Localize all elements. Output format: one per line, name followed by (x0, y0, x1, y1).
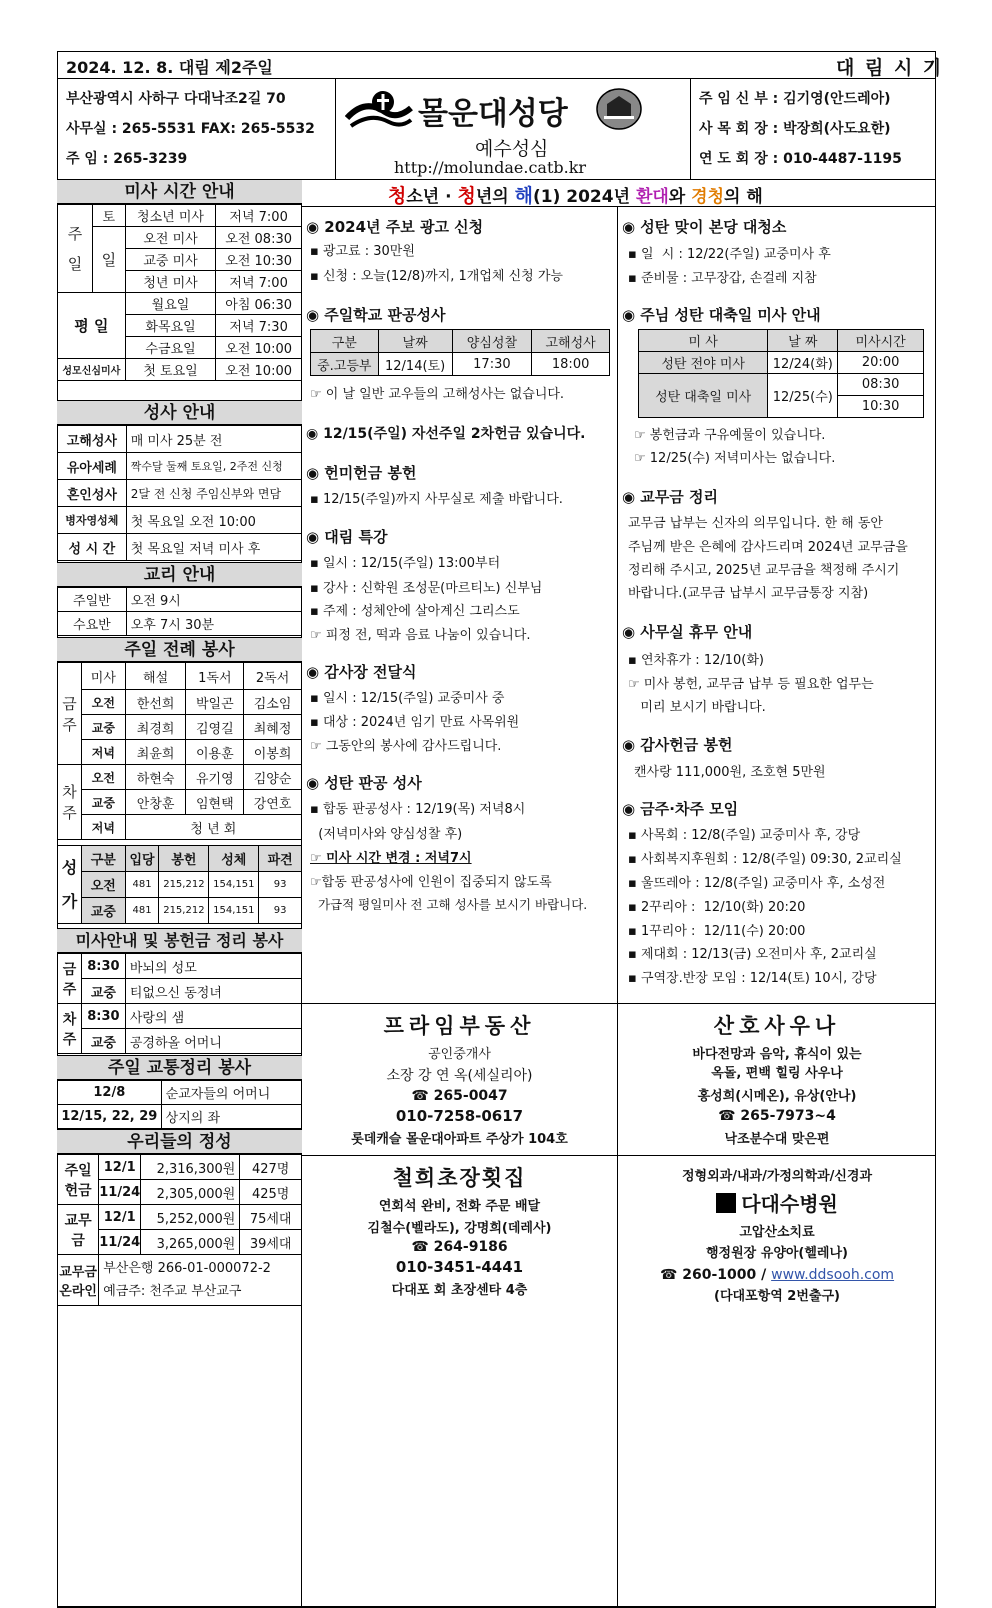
traffic-header: 주일 교통정리 봉사 (57, 1055, 302, 1080)
ad-real-estate: 프라임부동산 공인중개사 소장 강 연 옥(세실리아) ☎ 265-0047 010-7258-0617 롯데캐슬 몰운대아파트 주상가 104호 (351, 1014, 568, 1147)
sacraments-table: 고해성사 매 미사 25분 전 유아세례 짝수달 둘째 토요일, 2주전 신청 혼인성사 2달 전 신청 주임신부와 면담 병자영성체 첫 목요일 오전 10:00 성 시 간 첫 목요일 저녁 미사 후 (57, 425, 302, 561)
choir-table: 성 가 구분 입당 봉헌 성체 파견 오전 481 215,212 154,151 93 교중 481 215,212 154,151 93 (57, 845, 302, 924)
notice-school-title: ◉ 주일학교 판공성사 (306, 306, 446, 324)
youth-label: 연 도 회 장 : (699, 151, 779, 167)
liturgy-table: 금주 미사 해설 1독서 2독서 오전 한선희 박일곤 김소임 교중 최경희 김영길 최혜정 저녁 최윤희 이용훈 이봉희 차주 오전 하현숙 유기영 김양순 교중 안창훈 임현택 강연호 저녁 청 년 회 (57, 662, 302, 840)
catechism-header: 교리 안내 (57, 562, 302, 587)
notice-thanks-offering-title: ◉ 감사헌금 봉헌 (622, 736, 733, 754)
notice-meetings-title: ◉ 금주·차주 모임 (622, 800, 739, 818)
mass-times-header: 미사 시간 안내 (57, 179, 302, 204)
notice-rice-title: ◉ 헌미헌금 봉헌 (306, 464, 417, 482)
church-patron: 예수성심 (475, 138, 549, 160)
notice-christmas-mass-title: ◉ 주님 성탄 대축일 미사 안내 (622, 306, 821, 324)
traffic-table: 12/8 순교자들의 어머니 12/15, 22, 29 상지의 좌 (57, 1080, 302, 1129)
office-phone: 사무실 : 265-5531 FAX: 265-5532 (66, 121, 315, 137)
church-name: 몰운대성당 (418, 96, 568, 132)
church-url[interactable]: http://molundae.catb.kr (394, 158, 587, 177)
liturgy-header: 주일 전례 봉사 (57, 637, 302, 662)
sacraments-header: 성사 안내 (57, 400, 302, 425)
council-label: 사 목 회 장 : (699, 121, 779, 137)
catechism-table: 주일반 오전 9시 수요반 오후 7시 30분 (57, 587, 302, 636)
school-confession-table: 구분 날짜 양심성찰 고해성사 중.고등부 12/14(토) 17:30 18:00 (310, 329, 610, 376)
offerings-header: 우리들의 정성 (57, 1129, 302, 1154)
liturgical-season: 대 림 시 기 (836, 57, 944, 79)
pastor-name: 김기영(안드레아) (783, 91, 891, 107)
notice-christmas-confession-title: ◉ 성탄 판공 성사 (306, 774, 422, 792)
church-address: 부산광역시 사하구 다대낙조2길 70 (66, 91, 286, 107)
council-name: 박장희(사도요한) (783, 121, 891, 137)
rectory-phone: 주 임 : 265-3239 (66, 151, 188, 167)
christmas-mass-table: 미 사 날 짜 미사시간 성탄 전야 미사 12/24(화) 20:00 성탄 대축일 미사 12/25(수) 08:30 10:30 (638, 329, 924, 418)
notice-tithe-title: ◉ 교무금 정리 (622, 488, 718, 506)
notice-ad-title: ◉ 2024년 주보 광고 신청 (306, 218, 484, 236)
account-holder: 예금주: 천주교 부산교구 (103, 1284, 242, 1299)
pastor-label: 주 임 신 부 : (699, 91, 779, 107)
mass-times-table: 주 일 토 청소년 미사 저녁 7:00 일 오전 미사 오전 08:30 교중 미사 오전 10:30 청년 미사 저녁 7:00 평 일 월요일 아침 06:30 화목요일 저녁 7:30 수금요일 오전 10:00 성모신심미사 첫 토요일 오전 10:00 (57, 204, 302, 381)
offering-guide-table: 금주 8:30 바뇌의 성모 교중 티없으신 동정녀 차주 8:30 사랑의 샘 교중 공경하올 어머니 (57, 953, 302, 1054)
year-banner: 청소년 · 청년의 해(1) 2024년 환대와 경청의 해 (388, 185, 763, 207)
offering-guide-header: 미사안내 및 봉헌금 정리 봉사 (57, 928, 302, 953)
ad-hospital: 정형외과/내과/가정의학과/신경과 다대수병원 고압산소치료 행정원장 유양아(헬레나) ☎ 260-1000 / www.ddsooh.com (다대포항역 2번출구) (659, 1169, 895, 1304)
notice-charity-title: ◉ 12/15(주일) 자선주일 2차헌금 있습니다. (306, 426, 586, 442)
ad-restaurant: 철희초장횟집 연회석 완비, 전화 주문 배달 김철수(벨라도), 강명희(데레사) ☎ 264-9186 010-3451-4441 다대포 회 초장센타 4층 (367, 1166, 552, 1298)
youth-phone: 010-4487-1195 (783, 151, 902, 167)
offerings-table: 주일헌금 12/1 2,316,300원 427명 11/24 2,305,000원 425명 교무금 12/1 5,252,000원 75세대 11/24 3,265,000원 39세대 교무금온라인 부산은행 266-01-000072-2 예금주: 천주교 부산교구 (57, 1154, 302, 1306)
notice-lecture-title: ◉ 대림 특강 (306, 528, 388, 546)
church-logo-icon (345, 88, 413, 134)
notice-award-title: ◉ 감사장 전달식 (306, 663, 417, 681)
hospital-website-link[interactable]: www.ddsooh.com (771, 1267, 895, 1283)
ad-sauna: 산호사우나 바다전망과 음악, 휴식이 있는 옥돌, 편백 힐링 사우나 홍성희(시메온), 유상(안나) ☎ 265-7973~4 낙조분수대 맞은편 (692, 1014, 862, 1147)
issue-date: 2024. 12. 8. 대림 제2주일 (66, 58, 273, 77)
notice-office-closed-title: ◉ 사무실 휴무 안내 (622, 623, 753, 641)
bank-account: 부산은행 266-01-000072-2 (103, 1261, 271, 1276)
church-seal-icon (596, 88, 642, 130)
hospital-logo-icon (716, 1193, 736, 1213)
notice-cleaning-title: ◉ 성탄 맞이 본당 대청소 (622, 218, 787, 236)
